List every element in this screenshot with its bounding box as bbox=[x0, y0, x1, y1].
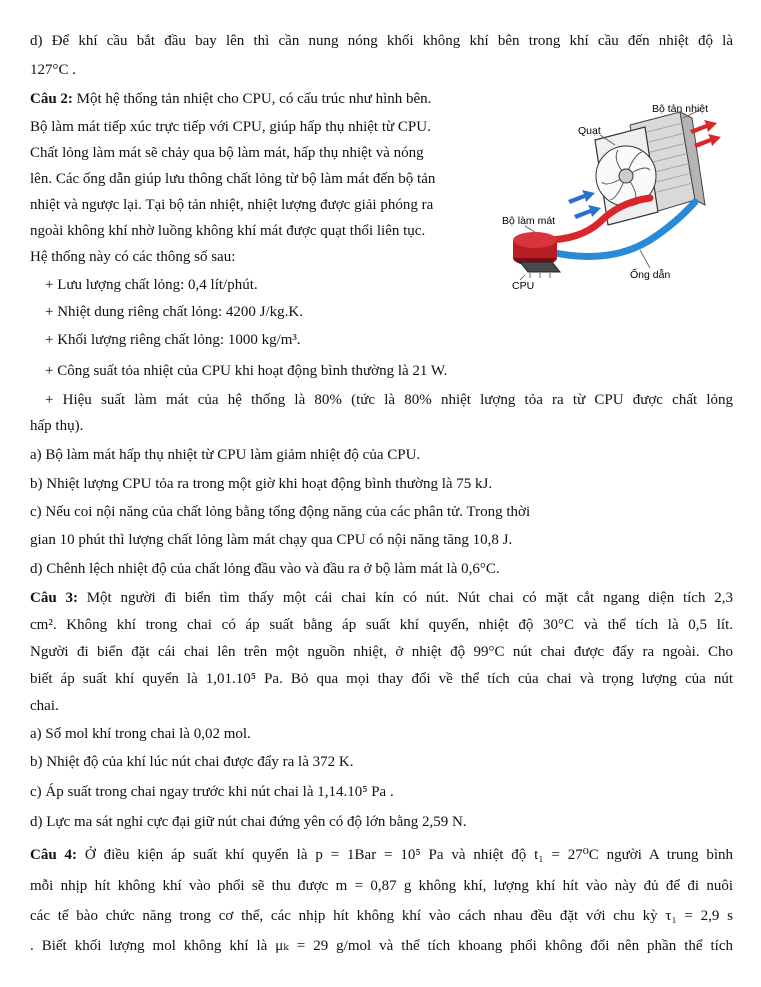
hot-pipe bbox=[545, 198, 650, 240]
q2-option-c-1: c) Nếu coi nội năng của chất lỏng bằng tổng động năng của các phân tử. Trong thời bbox=[30, 504, 531, 520]
q3-option-a: a) Số mol khí trong chai là 0,02 mol. bbox=[30, 726, 251, 742]
cold-air-arrows bbox=[568, 190, 601, 219]
q2-param-1: + Lưu lượng chất lỏng: 0,4 lít/phút. bbox=[45, 277, 258, 293]
q2-line-4: lên. Các ống dẫn giúp lưu thông chất lỏng từ bộ làm mát đến bộ tản bbox=[30, 171, 436, 187]
cpu-graphic bbox=[520, 262, 560, 278]
q3-option-d: d) Lực ma sát nghỉ cực đại giữ nút chai đứng yên có độ lớn bằng 2,59 N. bbox=[30, 814, 467, 830]
q3-line-1-text: Một người đi biển tìm thấy một cái chai kín có nút. Nút chai có mặt cắt ngang diện tích 2,3 bbox=[77, 590, 733, 606]
cpu-cooling-diagram bbox=[500, 90, 760, 305]
q3-line-1 bbox=[30, 588, 733, 608]
q4-line-1-text: Ở điều kiện áp suất khí quyển là p = 1Bar = 10⁵ Pa và nhiệt độ t₁ = 27⁰C người A trung bình bbox=[77, 847, 733, 863]
q2-param-4: + Công suất tỏa nhiệt của CPU khi hoạt động bình thường là 21 W. bbox=[45, 363, 448, 379]
q2-param-3: + Khối lượng riêng chất lỏng: 1000 kg/m³. bbox=[45, 332, 301, 348]
q3-option-c: c) Áp suất trong chai ngay trước khi nút chai là 1,14.10⁵ Pa . bbox=[30, 784, 394, 800]
q4-line-4: . Biết khối lượng mol không khí là μₖ = 29 g/mol và thể tích khoang phổi không đổi nên phần thể tích bbox=[30, 938, 733, 954]
q2-param-2: + Nhiệt dung riêng chất lỏng: 4200 J/kg.K. bbox=[45, 304, 304, 320]
q2-line-2: Bộ làm mát tiếp xúc trực tiếp với CPU, giúp hấp thụ nhiệt từ CPU. bbox=[30, 119, 431, 135]
q4-line-1 bbox=[30, 845, 733, 865]
q2-line-6: ngoài không khí nhờ luồng không khí mát được quạt thổi liên tục. bbox=[30, 223, 426, 239]
q3-option-b: b) Nhiệt độ của khí lúc nút chai được đẩy ra là 372 K. bbox=[30, 754, 354, 770]
q3-line-5: chai. bbox=[30, 698, 59, 714]
q2-line-1 bbox=[30, 89, 431, 109]
q2-option-b: b) Nhiệt lượng CPU tỏa ra trong một giờ khi hoạt động bình thường là 75 kJ. bbox=[30, 476, 493, 492]
intro-line-2: 127°C . bbox=[30, 62, 77, 78]
q2-param-5a: + Hiệu suất làm mát của hệ thống là 80% (tức là 80% nhiệt lượng tỏa ra từ CPU được chất lỏng bbox=[45, 392, 733, 408]
label-cpu: CPU bbox=[512, 280, 535, 292]
q4-line-2: mỗi nhịp hít không khí vào phổi sẽ thu được m = 0,87 g không khí, lượng khí hít vào này đủ để đi nuôi bbox=[30, 878, 733, 894]
q2-option-c-2: gian 10 phút thì lượng chất lỏng làm mát chạy qua CPU có nội năng tăng 10,8 J. bbox=[30, 532, 513, 548]
q2-line-7: Hệ thống này có các thông số sau: bbox=[30, 249, 236, 265]
q2-option-d: d) Chênh lệch nhiệt độ của chất lỏng đầu vào và đầu ra ở bộ làm mát là 0,6°C. bbox=[30, 561, 500, 577]
label-radiator: Bộ tản nhiệt bbox=[652, 103, 709, 115]
label-pipe: Ống dẫn bbox=[630, 269, 671, 281]
q4-line-3: các tế bào chức năng trong cơ thể, các nhịp hít không khí vào cách nhau đều đặt với chu kỳ τ₁ = 2,9 s bbox=[30, 908, 733, 924]
q2-line-5: nhiệt và ngược lại. Tại bộ tản nhiệt, nhiệt lượng được giải phóng ra bbox=[30, 197, 434, 213]
q3-line-4: biết áp suất khí quyển là 1,01.10⁵ Pa. Bỏ qua mọi thay đổi về thể tích của chai và trọng lượng của nút bbox=[30, 671, 733, 687]
label-fan: Quạt bbox=[578, 125, 601, 137]
q2-line-1-text: Một hệ thống tản nhiệt cho CPU, có cấu trúc như hình bên. bbox=[72, 91, 432, 107]
q2-option-a: a) Bộ làm mát hấp thụ nhiệt từ CPU làm giảm nhiệt độ của CPU. bbox=[30, 447, 421, 463]
q2-label: Câu 2: bbox=[30, 91, 73, 107]
intro-line-1: d) Để khí cầu bắt đầu bay lên thì cần nung nóng khối không khí bên trong khí cầu đến nhiệt độ là bbox=[30, 33, 733, 49]
label-cooler: Bộ làm mát bbox=[502, 215, 556, 227]
cooler-graphic bbox=[513, 232, 557, 266]
q3-line-3: Người đi biển đặt cái chai lên trên một nguồn nhiệt, ở nhiệt độ 99°C nút chai được đẩy ra ngoài. Cho bbox=[30, 644, 733, 660]
q3-label: Câu 3: bbox=[30, 590, 78, 606]
q4-label: Câu 4: bbox=[30, 847, 78, 863]
q3-line-2: cm². Không khí trong chai có áp suất bằng áp suất khí quyển, nhiệt độ 30°C và thể tích là 0,5 lít. bbox=[30, 617, 733, 633]
q2-line-3: Chất lỏng làm mát sẽ chảy qua bộ làm mát, hấp thụ nhiệt và nóng bbox=[30, 145, 424, 161]
q2-param-5b: hấp thụ). bbox=[30, 418, 84, 434]
